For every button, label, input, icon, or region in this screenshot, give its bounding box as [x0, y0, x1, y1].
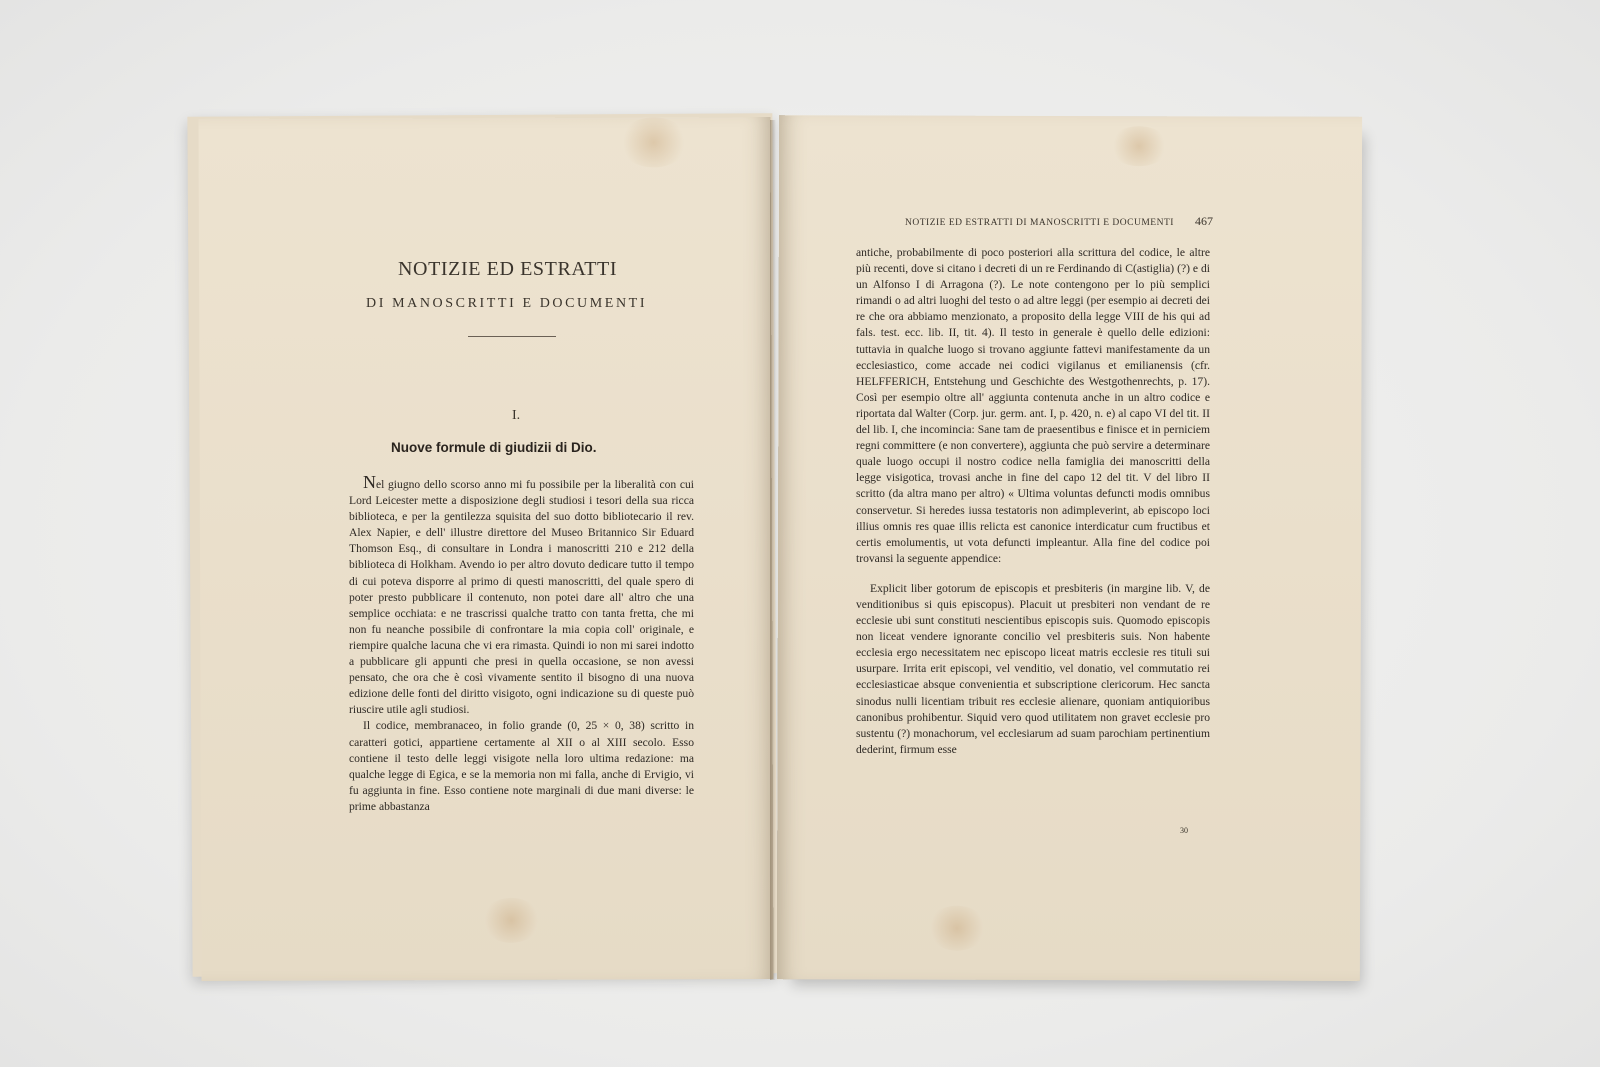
running-header: NOTIZIE ED ESTRATTI DI MANOSCRITTI E DOCUMENTI: [905, 218, 1174, 228]
body-paragraph: Il codice, membranaceo, in folio grande (0, 25 × 0, 38) scritto in caratteri gotici, appartiene certamente al XII o al XIII secolo. Esso contiene il testo delle leggi visigote nella loro ultima redazione: ma qualche legge di Egica, e se la memoria non mi falla, anche di Ervigio, vi fu aggiunta in fine. Esso contiene note marginali di due mani diverse: le prime abbastanza: [349, 719, 694, 813]
title-rule: [468, 336, 556, 337]
right-body-text: [856, 245, 1210, 758]
signature-mark: 30: [1180, 826, 1188, 835]
section-heading: Nuove formule di giudizii di Dio.: [391, 440, 597, 455]
foxing-stain: [1109, 126, 1169, 166]
appendix-paragraph: Explicit liber gotorum de episcopis et presbiteris (in margine lib. V, de venditionibus si quis episcopus). Placuit ut presbiteri non vendant de re ecclesie ubi sunt constituti nescientibus episcopis suis. Quomodo episcopis non liceat vendere ignorante concilio vel presbiteris suis. Non habente ecclesia ergo necessitatem nec episcopo liceat matris ecclesie res tituli sui usurpare. Irrita erit episcopi, vel venditio, vel donatio, vel commutatio rei ecclesiasticae absque convenientia et subscriptione clericorum. Hec sancta sinodus nulli licentiam tribuit res ecclesie alienare, quoniam antiquioribus canonibus prohibentur. Siquid vero quod utilitatem non gravet ecclesie pro sustentu (?) monachorum, vel ecclesiarum ad suam parochiam pertinentium dederint, firmum esse: [856, 581, 1210, 756]
body-paragraph: antiche, probabilmente di poco posteriori alla scrittura del codice, le altre più recenti, dove si citano i decreti di un re Ferdinando di C(astiglia) (?) e di un Alfonso I di Arragona (?). Le note contengono per lo più semplici rimandi o ad altri luoghi del testo o ad altre leggi (per esempio ai decreti dei re che ora abbiamo menzionato, a proposito della legge VIII de his qui ad fals. test. ecc. lib. II, tit. 4). Il testo in generale è quello delle edizioni: tuttavia in qualche luogo si trovano aggiunte fattevi manifestamente da un ecclesiastico, come accade nei codici vigilanus et emilianensis (cfr. HELFFERICH, Entstehung und Geschichte des Westgothenrechts, p. 17). Così per esempio oltre all' aggiunta contenuta anche in un altro codice e riportata dal Walter (Corp. jur. germ. ant. I, p. 420, n. e) al capo VI del tit. II del lib. I, che incomincia: Sane tam de praesentibus e finisce et in perniciem regni committere (e non convertere), aggiunta che può servire a determinare quale luogo occupi il nostro codice nella famiglia dei manoscritti della legge visigotica, trovasi anche in fine del capo 12 del tit. V del libro II scritto (da altra mano per altro) « Ultima voluntas defuncti modis omnibus conservetur. Si heredes iussa testatoris non adimpleverint, ab episcopo loci illius omnis res quae illis relicta est canonice interdicatur cum fructibus et certis emolumentis, ut vota defuncti impleantur. Alla fine del codice poi trovansi la seguente appendice:: [856, 246, 1210, 565]
page-number: 467: [1195, 214, 1213, 228]
page-subtitle: DI MANOSCRITTI E DOCUMENTI: [366, 296, 648, 311]
book-spine: [770, 120, 780, 980]
page-title: NOTIZIE ED ESTRATTI: [398, 258, 618, 280]
body-paragraph: [349, 474, 694, 718]
foxing-stain: [618, 117, 688, 167]
paragraph-text: el giugno dello scorso anno mi fu possibile per la liberalità con cui Lord Leicester mette a disposizione degli studiosi i tesori della sua ricca biblioteca, e per la gentilezza squisita del suo dotto bibliotecario il rev. Alex Napier, e dell' illustre direttore del Museo Britannico Sir Eduard Thomson Esq., di consultare in Londra i manoscritti 210 e 212 della biblioteca di Holkham. Avendo io per altro dovuto dedicare tutto il tempo di cui poteva disporre al primo di questi manoscritti, del quale spero di poter presto pubblicare il contenuto, non potei dare all' altro che una semplice occhiata: e ne trascrissi qualche tratto con tanta fretta, che mi non fu neanche possibile di confrontare la mia copia coll' originale, e riempire qualche lacuna che vi era rimasta. Quindi io non mi sarei indotto a pubblicare gli appunti che presi in quella occasione, se non avessi pensato, che ora che è così vivamente sentito il bisogno di una nuova edizione delle fonti del diritto visigoto, ogni indicazione su di queste può riuscire utile agli studiosi.: [349, 478, 694, 717]
drop-cap: N: [363, 472, 376, 492]
left-body-text: [349, 474, 694, 815]
foxing-stain: [481, 898, 541, 943]
foxing-stain: [927, 906, 987, 951]
section-number: I.: [512, 408, 521, 423]
